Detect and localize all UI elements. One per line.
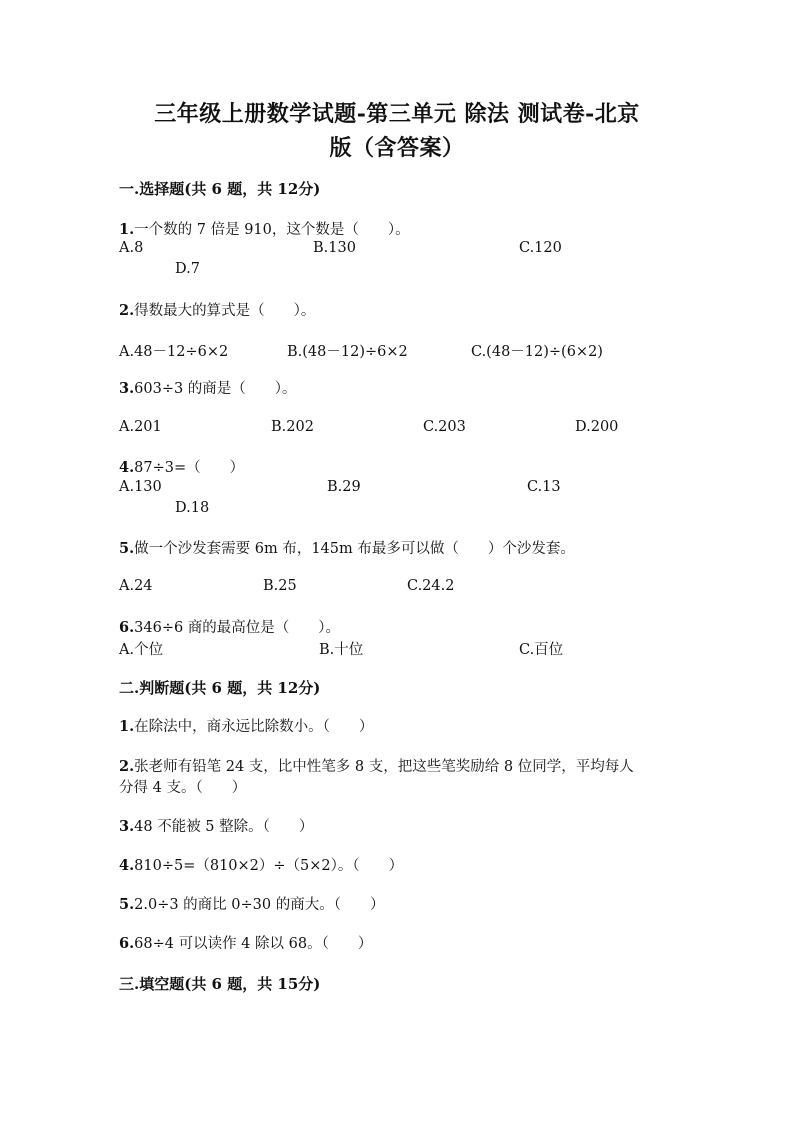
option-1-6-a: A.个位 bbox=[119, 642, 164, 658]
question-2-5 bbox=[119, 893, 384, 914]
question-1-1 bbox=[119, 218, 410, 239]
question-2-2-continued: 分得 4 支。（ ） bbox=[119, 780, 247, 796]
option-1-6-c: C.百位 bbox=[519, 642, 564, 658]
question-text: 87÷3=（ ） bbox=[134, 460, 245, 476]
option-1-4-c: C.13 bbox=[527, 479, 561, 495]
question-2-4 bbox=[119, 854, 403, 875]
option-1-2-c: C.(48－12)÷(6×2) bbox=[471, 344, 603, 360]
question-1-3 bbox=[119, 377, 297, 398]
question-number: 3. bbox=[119, 818, 135, 835]
question-2-3 bbox=[119, 815, 313, 836]
question-1-2 bbox=[119, 299, 315, 320]
option-1-6-b: B.十位 bbox=[319, 642, 364, 658]
option-1-4-b: B.29 bbox=[327, 479, 361, 495]
question-1-5 bbox=[119, 537, 575, 558]
question-text: 603÷3 的商是（ ）。 bbox=[134, 381, 297, 397]
section-heading-fill-in: 三.填空题(共 6 题，共 15分) bbox=[119, 975, 321, 993]
question-number: 3. bbox=[119, 380, 135, 397]
option-1-5-a: A.24 bbox=[119, 578, 153, 594]
question-number: 6. bbox=[119, 935, 135, 952]
question-2-1 bbox=[119, 715, 373, 736]
option-1-3-c: C.203 bbox=[423, 419, 466, 435]
question-number: 5. bbox=[119, 896, 135, 913]
question-number: 5. bbox=[119, 540, 135, 557]
question-text: 48 不能被 5 整除。（ ） bbox=[134, 819, 314, 835]
question-text: 346÷6 商的最高位是（ ）。 bbox=[134, 620, 341, 636]
question-text: 810÷5=（810×2）÷（5×2）。（ ） bbox=[134, 858, 404, 874]
question-text: 2.0÷3 的商比 0÷30 的商大。（ ） bbox=[134, 897, 385, 913]
option-1-1-a: A.8 bbox=[119, 240, 144, 256]
question-number: 1. bbox=[119, 221, 135, 238]
question-1-4 bbox=[119, 456, 244, 477]
option-1-2-b: B.(48－12)÷6×2 bbox=[287, 344, 408, 360]
question-number: 2. bbox=[119, 302, 135, 319]
question-number: 4. bbox=[119, 459, 135, 476]
question-2-6 bbox=[119, 932, 372, 953]
page-title-line-1: 三年级上册数学试题-第三单元 除法 测试卷-北京 bbox=[154, 101, 640, 127]
section-heading-choice: 一.选择题(共 6 题，共 12分) bbox=[119, 180, 321, 198]
question-1-6 bbox=[119, 616, 340, 637]
option-1-1-b: B.130 bbox=[313, 240, 356, 256]
section-heading-judgement: 二.判断题(共 6 题，共 12分) bbox=[119, 679, 321, 697]
option-1-5-c: C.24.2 bbox=[407, 578, 455, 594]
question-number: 2. bbox=[119, 758, 135, 775]
question-text: 一个数的 7 倍是 910，这个数是（ ）。 bbox=[134, 222, 410, 238]
question-text: 得数最大的算式是（ ）。 bbox=[134, 303, 316, 319]
option-1-5-b: B.25 bbox=[263, 578, 297, 594]
question-text: 做一个沙发套需要 6m 布，145m 布最多可以做（ ）个沙发套。 bbox=[134, 541, 575, 557]
question-number: 6. bbox=[119, 619, 135, 636]
option-1-2-a: A.48－12÷6×2 bbox=[119, 344, 229, 360]
question-text: 张老师有铅笔 24 支，比中性笔多 8 支，把这些笔奖励给 8 位同学，平均每人 bbox=[134, 759, 634, 775]
question-2-2 bbox=[119, 755, 634, 776]
page-title-line-2: 版（含答案） bbox=[329, 135, 465, 161]
question-text: 68÷4 可以读作 4 除以 68。（ ） bbox=[134, 936, 373, 952]
option-1-1-d: D.7 bbox=[175, 261, 200, 277]
option-1-4-a: A.130 bbox=[119, 479, 162, 495]
option-1-3-a: A.201 bbox=[119, 419, 162, 435]
question-text: 在除法中，商永远比除数小。（ ） bbox=[134, 719, 374, 735]
question-number: 4. bbox=[119, 857, 135, 874]
option-1-3-d: D.200 bbox=[575, 419, 619, 435]
option-1-3-b: B.202 bbox=[271, 419, 314, 435]
question-number: 1. bbox=[119, 718, 135, 735]
option-1-4-d: D.18 bbox=[175, 500, 210, 516]
option-1-1-c: C.120 bbox=[519, 240, 562, 256]
